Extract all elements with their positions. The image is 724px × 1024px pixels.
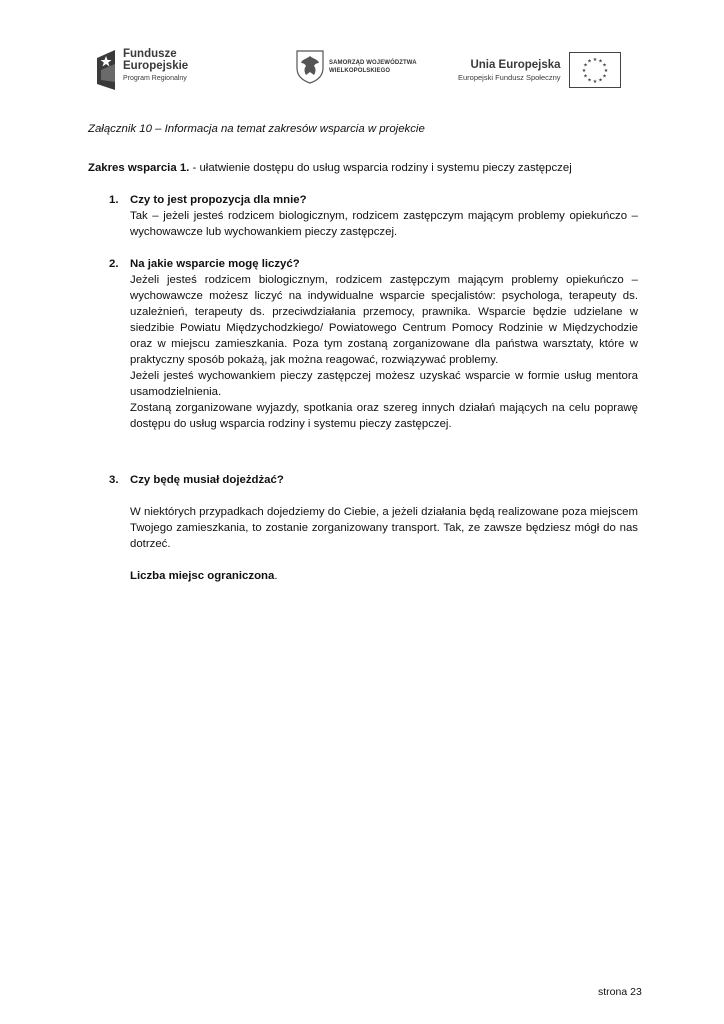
ue-line1: Unia Europejska [470,58,561,71]
answer-paragraph: W niektórych przypadkach dojedziemy do Ciebie, a jeżeli działania będą realizowane poza miejscem Twojego zamieszkania, to zostanie zorganizowany transport. Tak, ze zawsze będziesz mógł do nas dotrzeć. [130,506,638,550]
logo-bar [0,44,724,94]
samorzad-line2: WIELKOPOLSKIEGO [329,68,391,74]
question-number: 3. [109,474,119,486]
ue-line2: Europejski Fundusz Społeczny [458,72,561,82]
svg-text:★: ★ [582,62,588,69]
question-heading [109,256,300,272]
eagle-shield-icon [296,50,324,84]
question-number: 2. [109,258,119,270]
answer-paragraph: Tak – jeżeli jesteś rodzicem biologicznym, rodzicem zastępczym mającym problemy opiekuńczo – wychowawcze lub wychowankiem pieczy zastępczej. [130,210,638,238]
svg-text:★: ★ [601,73,607,80]
question-title: Czy to jest propozycja dla mnie? [130,194,307,206]
fe-star-icon [95,48,117,92]
fe-line3: Program Regionalny [123,75,187,82]
answer-paragraph: Jeżeli jesteś wychowankiem pieczy zastępczej możesz uzyskać wsparcie w formie usług mentora usamodzielnienia. [130,370,638,398]
fundusze-europejskie-logo [95,48,188,92]
svg-text:★: ★ [603,68,608,74]
svg-text:★: ★ [597,77,603,84]
limited-places-suffix: . [274,570,278,582]
question-heading [109,192,307,208]
svg-text:★: ★ [586,58,592,65]
answer-paragraph: Jeżeli jesteś rodzicem biologicznym, rodzicem zastępczym mającym problemy opiekuńczo – wychowawcze możesz liczyć na indywidualne wsparcie specjalistów: psychologa, terapeuty ds. uzależnień, terapeuty ds. przeciwdziałania przemocy, prawnika. Wsparcie będzie udzielane w siedzibie Powiatu Międzychodzkiego/ Powiatowego Centrum Pomocy Rodzinie w Międzychodzie oraz w miejscu zamieszkania. Poza tym zostaną zorganizowane dla państwa warsztaty, które w praktyczny sposób pokażą, jak można reagować, rozwiązywać problemy. [130,274,638,366]
eu-flag-icon [569,52,621,88]
svg-text:★: ★ [597,58,603,65]
unia-europejska-logo [458,52,621,88]
question-number: 1. [109,194,119,206]
question-heading [109,472,284,488]
svg-text:★: ★ [586,77,592,84]
support-scope-label: Zakres wsparcia 1. [88,162,190,174]
attachment-title: Załącznik 10 – Informacja na temat zakresów wsparcia w projekcie [88,123,425,135]
limited-places-note [130,568,278,584]
question-title: Na jakie wsparcie mogę liczyć? [130,258,300,270]
svg-text:★: ★ [581,68,586,74]
svg-text:★: ★ [592,57,597,63]
svg-text:★: ★ [601,62,607,69]
fe-line1: Fundusze [123,48,177,60]
fe-line2: Europejskie [123,60,189,72]
samorzad-line1: SAMORZĄD WOJEWÓDZTWA [329,60,417,66]
page-number: strona 23 [598,986,642,998]
support-scope-text: - ułatwienie dostępu do usług wsparcia rodziny i systemu pieczy zastępczej [189,162,572,174]
samorzad-logo [296,50,417,84]
support-scope-line [88,160,638,176]
answer-paragraph: Zostaną zorganizowane wyjazdy, spotkania oraz szereg innych działań mających na celu poprawę dostępu do usług wsparcia rodziny i systemu pieczy zastępczej. [130,402,638,430]
svg-text:★: ★ [582,73,588,80]
svg-text:★: ★ [592,79,597,85]
limited-places-label: Liczba miejsc ograniczona [130,570,275,582]
question-title: Czy będę musiał dojeżdżać? [130,474,284,486]
